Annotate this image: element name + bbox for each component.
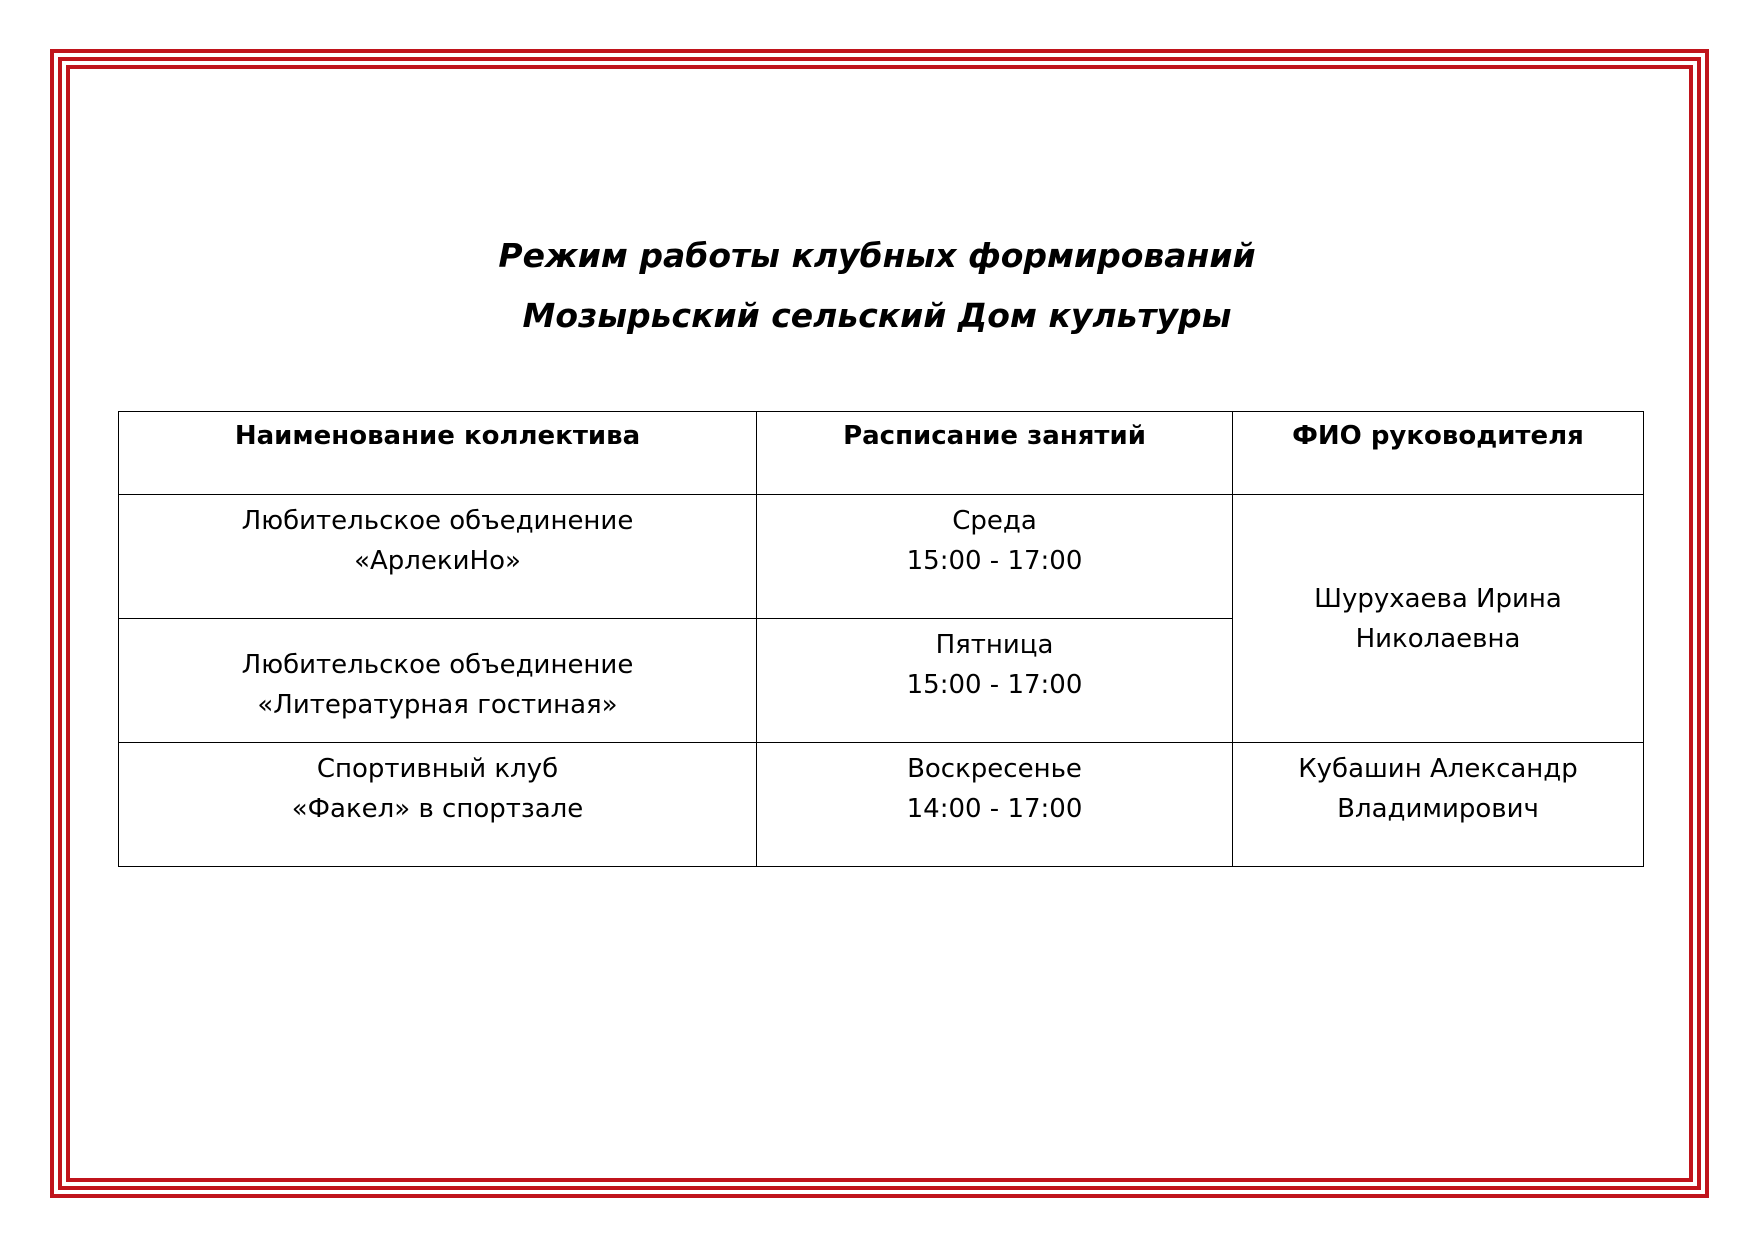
- collective-name-cell: [119, 619, 757, 743]
- collective-name-cell: [119, 495, 757, 619]
- collective-type: Любительское объединение: [241, 506, 634, 536]
- document-title: Режим работы клубных формирований: [498, 236, 1256, 275]
- header-leader: ФИО руководителя: [1233, 412, 1644, 495]
- leader-cell: [1233, 495, 1644, 743]
- leader-cell: [1233, 743, 1644, 867]
- collective-type: Любительское объединение: [241, 650, 634, 680]
- table-row: [119, 743, 1644, 867]
- schedule-cell: [757, 619, 1233, 743]
- schedule-table: [118, 411, 1644, 867]
- header-collective-name: Наименование коллектива: [119, 412, 757, 495]
- collective-type: Спортивный клуб: [316, 754, 559, 784]
- schedule-time: 15:00 - 17:00: [906, 546, 1083, 576]
- leader-name: Шурухаева Ирина: [1314, 583, 1562, 614]
- schedule-day: Воскресенье: [907, 754, 1082, 784]
- collective-title: «АрлекиНо»: [354, 546, 521, 576]
- leader-patronymic: Владимирович: [1337, 794, 1539, 824]
- schedule-time: 14:00 - 17:00: [906, 794, 1083, 824]
- schedule-cell: [757, 743, 1233, 867]
- document-subtitle: Мозырьский сельский Дом культуры: [522, 296, 1232, 335]
- collective-title: «Литературная гостиная»: [257, 690, 618, 720]
- collective-title: «Факел» в спортзале: [291, 794, 584, 824]
- schedule-day: Пятница: [935, 630, 1054, 660]
- table-header-row: [119, 412, 1644, 495]
- collective-name-cell: [119, 743, 757, 867]
- leader-name: Кубашин Александр: [1298, 754, 1578, 784]
- table-row: [119, 495, 1644, 619]
- header-schedule: Расписание занятий: [757, 412, 1233, 495]
- schedule-time: 15:00 - 17:00: [906, 670, 1083, 700]
- leader-patronymic: Николаевна: [1355, 623, 1521, 654]
- schedule-day: Среда: [952, 506, 1037, 536]
- schedule-cell: [757, 495, 1233, 619]
